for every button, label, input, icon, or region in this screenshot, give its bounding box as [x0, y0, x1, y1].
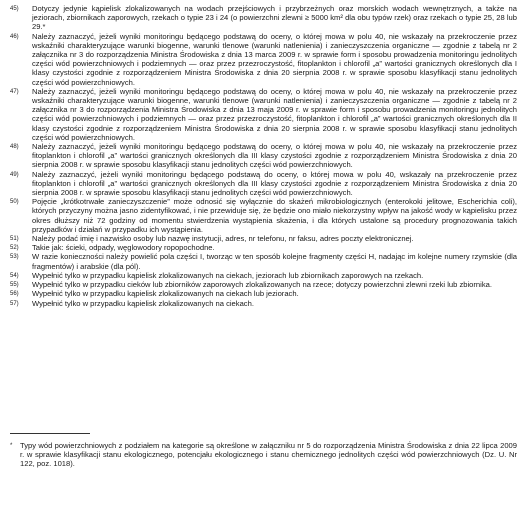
footnote-48 — [10, 142, 517, 170]
footnote-56 — [10, 289, 517, 298]
footnote-46 — [10, 32, 517, 87]
footnote-text: Wypełnić tylko w przypadku kąpielisk zlokalizowanych na ciekach. — [32, 298, 254, 308]
footnote-50 — [10, 197, 517, 234]
footnote-number: 52) — [10, 245, 19, 252]
footnote-text: Typy wód powierzchniowych z podziałem na kategorie są określone w załączniku nr 5 do rozporządzenia Ministra Środowiska z dnia 22 lipca 2009 r. w sprawie klasyfikacji stanu ekologicznego, potencjału ekologicznego i stanu chemicznego jednolitych części wód powierzchniowych (Dz. U. Nr 122, poz. 1018). — [20, 441, 517, 469]
footnote-number: 56) — [10, 291, 19, 298]
footnote-57 — [10, 299, 517, 308]
footnote-list — [10, 4, 517, 308]
footnote-text: Dotyczy jedynie kąpielisk zlokalizowanych na wodach przejściowych i przybrzeżnych oraz morskich wodach wewnętrznych, a także na jeziorach, zbiornikach zaporowych, rzekach o typie 23 i 24 (o powierzchni zlewni ≥ 5000 km² dla obu typów rzek) oraz rzekach o typie 25, 28 lub 29.* — [32, 4, 517, 32]
footnote-number: 57) — [10, 300, 19, 307]
footnote-number: 55) — [10, 282, 19, 289]
footnote-text: Wypełnić tylko w przypadku kąpielisk zlokalizowanych na ciekach lub jeziorach. — [32, 289, 299, 299]
footnote-text: Należy zaznaczyć, jeżeli wyniki monitoringu będącego podstawą do oceny, o której mowa w polu 40, nie wskazały na przekroczenie przez fitoplankton i chlorofil „a” wartości granicznych określonych dla III klasy czystości zgodnie z rozporządzeniem Ministra Środowiska z dnia 20 sierpnia 2008 r. w sprawie sposobu klasyfikacji stanu jednolitych części wód powierzchniowych. — [32, 142, 517, 170]
footnote-number: 46) — [10, 33, 19, 40]
footnote-number: 51) — [10, 236, 19, 243]
footnote-text: W razie konieczności należy powielić pola części I, tworząc w ten sposób kolejne fragmenty części H, nadając im kolejne numery rzymskie (dla fragmentów) i arabskie (dla pól). — [32, 252, 517, 271]
footnote-number: 50) — [10, 199, 19, 206]
footnote-text: Należy zaznaczyć, jeżeli wyniki monitoringu będącego podstawą do oceny, o której mowa w polu 40, nie wskazały na przekroczenie przez wskaźniki charakteryzujące warunki biogenne, warunki tlenowe (warunki natlenienia) i zanieczyszczenia organiczne — zgodnie z tabelą nr 2 załącznika nr 3 do rozporządzenia Ministra Środowiska z dnia 13 marca 2009 r. w sprawie form i sposobu prowadzenia monitoringu jednolitych części wód powierzchniowych i podziemnych — oraz przez przezroczystość, fitoplankton i chlorofil „a” wartości granicznych określonych dla I klasy czystości zgodnie z rozporządzeniem Ministra Środowiska z dnia 20 sierpnia 2008 r. w sprawie sposobu klasyfikacji stanu jednolitych części wód powierzchniowych. — [32, 31, 517, 87]
footnote-divider — [10, 433, 90, 434]
footnote-number: 45) — [10, 6, 19, 12]
footnote-54 — [10, 271, 517, 280]
footnote-text: Pojęcie „krótkotrwałe zanieczyszczenie” może odnosić się wyłącznie do skażeń mikrobiologicznych (enterokoki jelitowe, Escherichia coli), których przyczyny można jasno zidentyfikować, i nie przewiduje się, że będzie ono miało niekorzystny wpływ na jakość wody w kąpielisku przez okres dłuższy niż 72 godziny od momentu stwierdzenia wystąpienia skażenia, i dla których ustalone są procedury prognozowania takich przypadków i działań w przypadku ich wystąpienia. — [32, 197, 517, 234]
footnote-text: Wypełnić tylko w przypadku kąpielisk zlokalizowanych na ciekach, jeziorach lub zbiornikach zaporowych na rzekach. — [32, 270, 424, 280]
footnote-text: Należy podać imię i nazwisko osoby lub nazwę instytucji, adres, nr telefonu, nr faksu, adres poczty elektronicznej. — [32, 234, 414, 244]
footnote-text: Takie jak: ścieki, odpady, węglowodory ropopochodne. — [32, 243, 215, 253]
footnote-number: 47) — [10, 88, 19, 95]
footnote-number: * — [10, 443, 13, 449]
footnote-51 — [10, 234, 517, 243]
footnote-45 — [10, 4, 517, 32]
footnote-text: Należy zaznaczyć, jeżeli wyniki monitoringu będącego podstawą do oceny, o której mowa w polu 40, nie wskazały na przekroczenie przez wskaźniki charakteryzujące warunki biogenne, warunki tlenowe (warunki natlenienia) i zanieczyszczenia organiczne — zgodnie z tabelą nr 2 załącznika nr 3 do rozporządzenia Ministra Środowiska z dnia 13 maja 2009 r. w sprawie form i sposobu prowadzenia monitoringu jednolitych części wód powierzchniowych i podziemnych — oraz przez przezroczystość, fitoplankton i chlorofil „a” wartości granicznych określonych dla II klasy czystości zgodnie z rozporządzeniem Ministra Środowiska z dnia 20 sierpnia 2008 r. w sprawie sposobu klasyfikacji stanu jednolitych części wód powierzchniowych. — [32, 86, 517, 142]
footnote-text: Wypełnić tylko w przypadku cieków lub zbiorników zaporowych zlokalizowanych na rzece; dotyczy powierzchni zlewni rzeki lub zbiornika. — [32, 280, 492, 290]
footnote-49 — [10, 170, 517, 198]
bottom-footnote — [10, 441, 517, 469]
footnote-53 — [10, 252, 517, 270]
footnote-number: 53) — [10, 254, 19, 261]
footnote-number: 54) — [10, 272, 19, 279]
footnote-52 — [10, 243, 517, 252]
footnote-number: 49) — [10, 171, 19, 178]
footnote-text: Należy zaznaczyć, jeżeli wyniki monitoringu będącego podstawą do oceny, o której mowa w polu 40, wskazały na przekroczenie przez fitoplankton i chlorofil „a” wartości granicznych określonych dla III klasy czystości zgodnie z rozporządzeniem Ministra Środowiska z dnia 20 sierpnia 2008 r. w sprawie sposobu klasyfikacji stanu jednolitych części wód powierzchniowych. — [32, 169, 517, 198]
footnote-number: 48) — [10, 144, 19, 151]
footnote-47 — [10, 87, 517, 142]
footnote-55 — [10, 280, 517, 289]
